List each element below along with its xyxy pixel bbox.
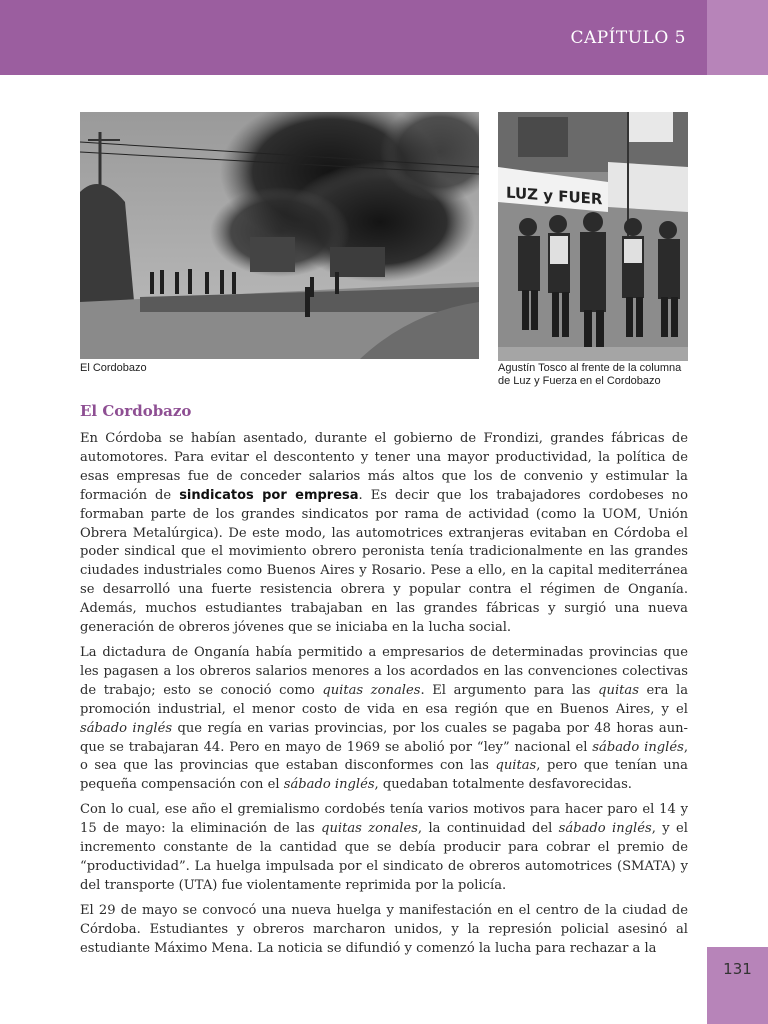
paragraph	[80, 430, 688, 638]
section-title: El Cordobazo	[80, 402, 192, 420]
text-run: , o sea que las provincias que estaban disconformes con las	[80, 739, 688, 774]
body-text	[80, 430, 688, 964]
text-run: . El argumento para las	[420, 682, 599, 698]
text-run: Con lo cual, ese año el gremialismo cordobés tenía varios motivos para hacer paro el 14 y 15 de mayo: la eliminación de las	[80, 802, 688, 837]
page-number: 131	[723, 960, 752, 978]
paragraph	[80, 902, 688, 959]
italic-term: sábado inglés	[80, 720, 173, 736]
italic-term: sábado inglés	[558, 821, 652, 837]
italic-term: sábado inglés	[283, 777, 375, 793]
text-run: , pero que tenían una pequeña compensación con el	[80, 758, 688, 793]
italic-term: quitas	[598, 682, 639, 698]
text-run: . Es decir que los trabajadores cordobeses no formaban parte de los grandes sindicatos por rama de actividad (como la UOM, Unión Obrera Metalúrgica). De este modo, las automotrices extranjeras evitaban en Córdoba el poder sindical que el movimiento obrero peronista tenía tradicionalmente en las grandes ciudades industriales como Buenos Aires y Rosario. Pese a ello, en la capital mediterránea se desarrolló una fuerte resistencia obrera y popular contra el régimen de Onganía. Además, muchos estudiantes trabajaban en las grandes fábricas y surgió una nueva generación de obreros jóvenes que se iniciaba en la lucha social.	[80, 487, 688, 636]
chapter-title: CAPÍTULO 5	[570, 28, 686, 48]
caption-photo-1: El Cordobazo	[80, 362, 147, 374]
paragraph	[80, 644, 688, 795]
header-tab	[707, 0, 768, 75]
italic-term: quitas zonales	[322, 682, 421, 698]
photo-cordobazo-street	[80, 112, 479, 359]
text-run: era la promoción industrial, el menor costo de vida en esa región que en Buenos Aires, y el	[80, 682, 688, 717]
paragraph	[80, 801, 688, 896]
banner-text: LUZ y FUER	[506, 183, 603, 209]
text-run: El 29 de mayo se convocó una nueva huelga y manifestación en el centro de la ciudad de Córdoba. Estudiantes y obreros marcharon unidos, y la represión policial asesinó al estudiante Máximo Mena. La noticia se difundió y comenzó la lucha para rechazar a la	[80, 902, 688, 956]
text-run: En Córdoba se habían asentado, durante el gobierno de Frondizi, grandes fábricas de automotores. Para evitar el descontento y tener una mayor productividad, la política de esas empresas fue de conceder salarios más altos que los de convenio y estimular la formación de	[80, 431, 688, 503]
italic-term: sábado inglés	[592, 739, 684, 755]
bold-term: sindicatos por empresa	[179, 487, 359, 503]
text-run: que regía en varias provincias, por los cuales se pagaba por 48 horas aun-que se trabajaran 44. Pero en mayo de 1969 se abolió por “ley” nacional el	[80, 720, 688, 755]
text-run: , y el incremento constante de la cantidad que se debía producir para cobrar el premio de “productividad”. La huelga impulsada por el sindicato de obreros automotrices (SMATA) y del transporte (UTA) fue violentamente reprimida por la policía.	[80, 821, 688, 893]
caption-photo-2: Agustín Tosco al frente de la columna de Luz y Fuerza en el Cordobazo	[498, 362, 682, 387]
italic-term: quitas zonales	[321, 821, 418, 837]
text-run: La dictadura de Onganía había permitido a empresarios de determinadas provincias que les pagasen a los obreros salarios menores a los acordados en las convenciones colectivas de trabajo; esto se conoció como	[80, 644, 688, 698]
italic-term: quitas	[495, 758, 537, 774]
text-run: , la continuidad del	[417, 821, 559, 837]
footer-tab	[707, 947, 768, 1024]
text-run: , quedaban totalmente desfavorecidas.	[374, 777, 632, 793]
photo-tosco-march	[498, 112, 688, 361]
